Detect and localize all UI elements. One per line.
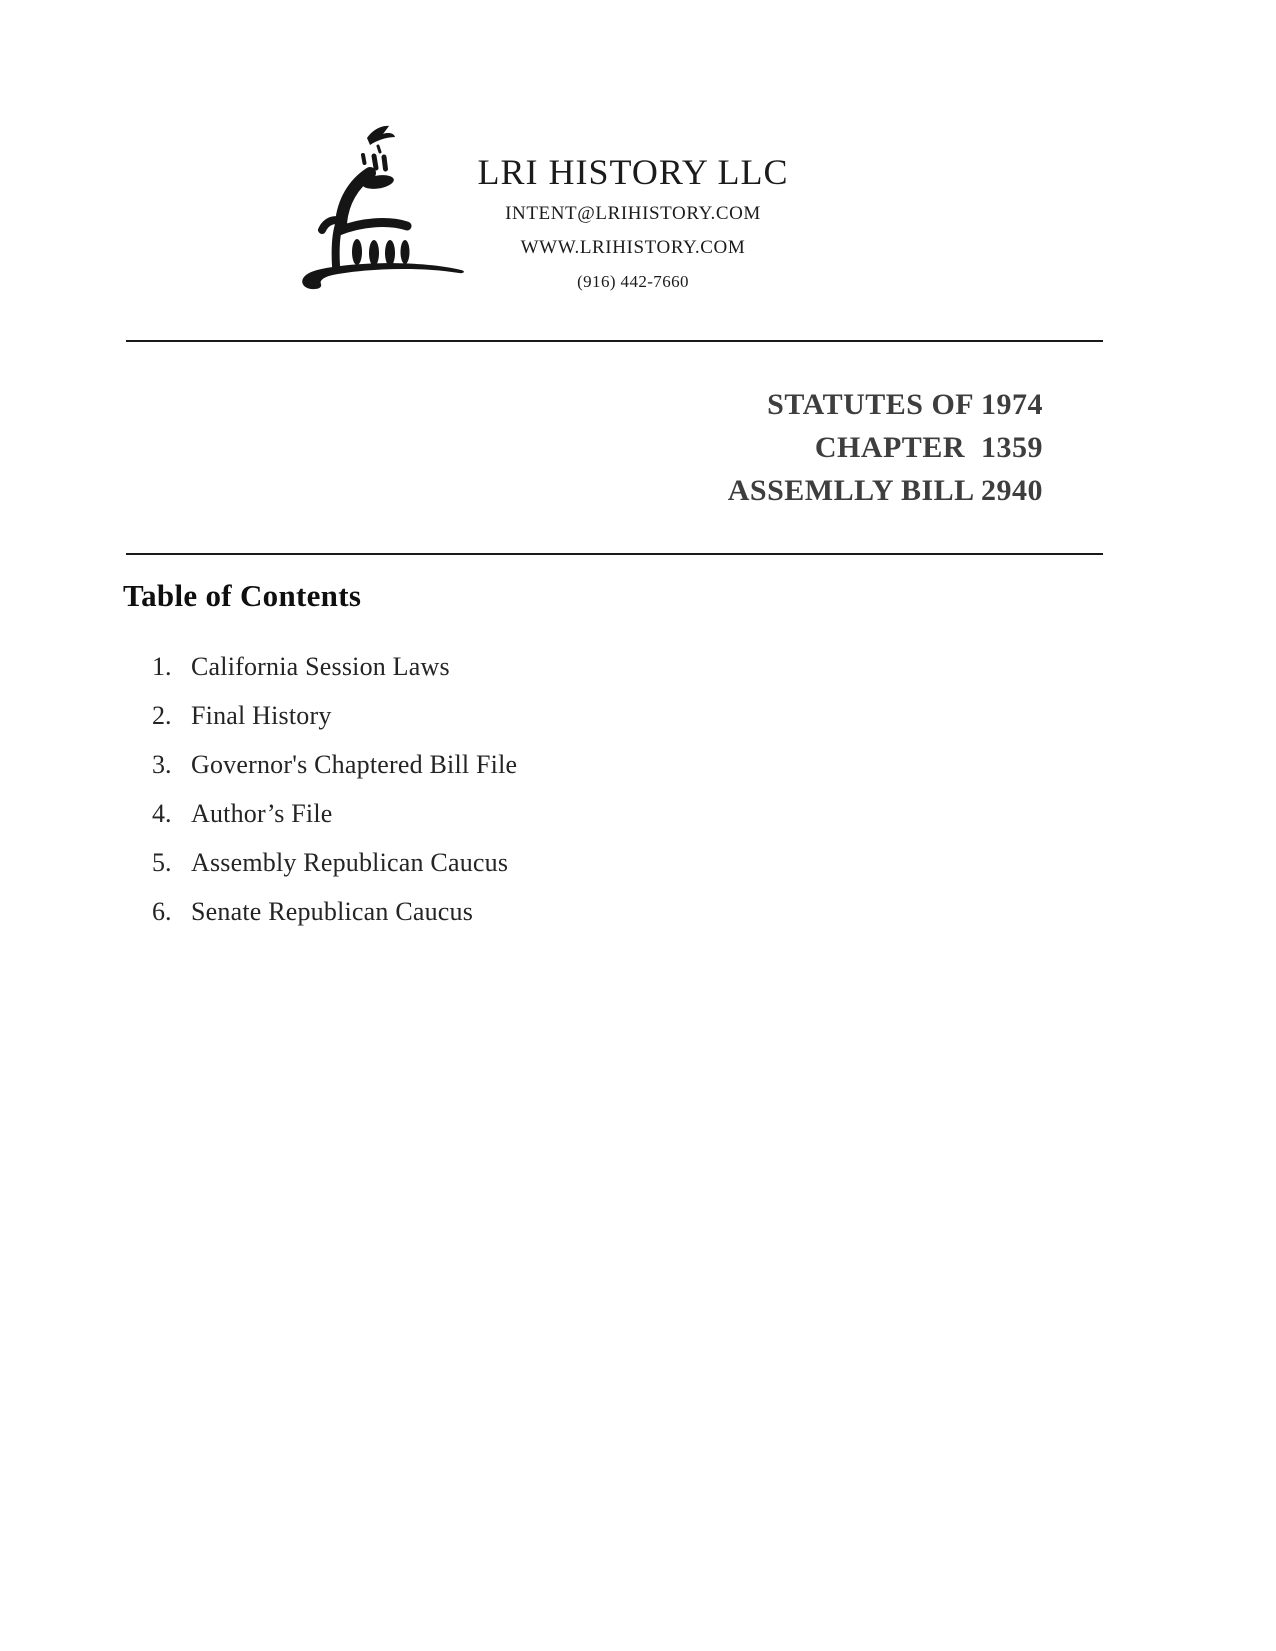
toc-item-label: Author’s File bbox=[191, 799, 333, 828]
toc-item-number: 6. bbox=[152, 897, 172, 926]
toc-item-label: Assembly Republican Caucus bbox=[191, 848, 509, 877]
toc-item bbox=[152, 849, 517, 876]
toc-item bbox=[152, 702, 517, 729]
org-name: LRI HISTORY LLC bbox=[477, 152, 789, 192]
toc-list bbox=[152, 653, 517, 947]
org-website: WWW.LRIHISTORY.COM bbox=[520, 237, 746, 258]
toc-item-number: 2. bbox=[152, 701, 172, 730]
toc-item-label: Final History bbox=[191, 701, 332, 730]
toc-item-label: Senate Republican Caucus bbox=[191, 897, 474, 926]
toc-heading: Table of Contents bbox=[123, 578, 362, 613]
toc-item bbox=[152, 751, 517, 778]
org-phone: (916) 442-7660 bbox=[577, 272, 689, 291]
statute-title-block bbox=[728, 383, 1043, 512]
toc-item-number: 5. bbox=[152, 848, 172, 877]
toc-item bbox=[152, 653, 517, 680]
toc-item-number: 3. bbox=[152, 750, 172, 779]
divider-top bbox=[126, 340, 1103, 342]
toc-item bbox=[152, 898, 517, 925]
statute-line-bill: ASSEMLLY BILL 2940 bbox=[727, 474, 1043, 507]
toc-item-label: Governor's Chaptered Bill File bbox=[191, 750, 518, 779]
org-contact-block bbox=[453, 152, 813, 292]
statute-line-statutes: STATUTES OF 1974 bbox=[767, 388, 1043, 421]
statute-line-chapter: CHAPTER 1359 bbox=[814, 431, 1043, 464]
capitol-dome-logo-icon bbox=[293, 124, 478, 294]
divider-bottom bbox=[126, 553, 1103, 555]
toc-item-number: 4. bbox=[152, 799, 172, 828]
toc-item bbox=[152, 800, 517, 827]
toc-item-label: California Session Laws bbox=[191, 652, 450, 681]
org-email: INTENT@LRIHISTORY.COM bbox=[505, 203, 761, 224]
toc-item-number: 1. bbox=[152, 652, 172, 681]
